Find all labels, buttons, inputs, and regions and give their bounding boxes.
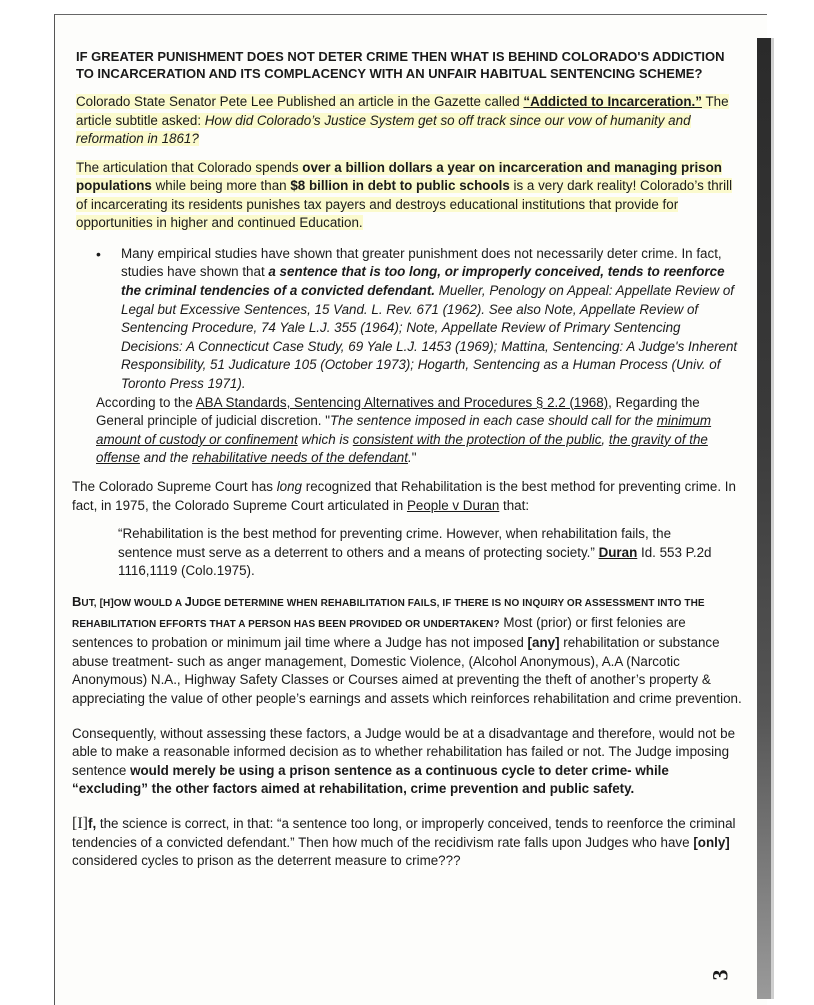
articulation-paragraph: The articulation that Colorado spends over a billion dollars a year on incarceration and managing prison populations while being more than $8 billion in debt to public schools is a very dark reality! Colorado’s thrill of incarcerating its residents punishes tax payers and destroys educational institutions that provide for opportunities in higher and continued Education. — [76, 159, 733, 231]
bullet-item — [96, 245, 744, 394]
scan-edge-shadow — [757, 38, 771, 999]
bullet-text: Many empirical studies have shown that greater punishment does not necessarily deter crime. In fact, studies have shown that a sentence that is too long, or improperly conceived, tends to reenforce the criminal tendencies of a convicted defendant. Mueller, Penology on Appeal: Appellate Review of Legal but Excessive Sentences, 15 Vand. L. Rev. 671 (1962). See also Note, Appellate Review of Sentencing Procedure, 74 Yale L.J. 355 (1964); Note, Appellate Review of Primary Sentencing Decisions: A Connecticut Case Study, 69 Yale L.J. 1453 (1969); Mattina, Sentencing: A Judge's Inherent Responsibility, 51 Judicature 105 (October 1973); Hogarth, Sentencing as a Human Process (Univ. of Toronto Press 1971). — [121, 245, 738, 392]
article-title: “Addicted to Incarceration.” — [523, 94, 702, 109]
aba-standards-paragraph: According to the ABA Standards, Sentencing Alternatives and Procedures § 2.2 (1968), Regarding the General principle of judicial discretion. "The sentence imposed in each case should call for the minimum amount of custody or confinement which is consistent with the protection of the public, the gravity of the offense and the rehabilitative needs of the defendant." — [96, 394, 712, 466]
closing-paragraph: [I]f, the science is correct, in that: “a sentence too long, or improperly conceived, tends to reenforce the criminal tendencies of a convicted defendant.” Then how much of the recidivism rate falls upon Judges who have [only] considered cycles to prison as the deterrent measure to crime??? — [72, 814, 736, 869]
article-subtitle: How did Colorado’s Justice System get so off track since our vow of humanity and reformation in 1861? — [76, 112, 691, 146]
consequently-paragraph: Consequently, without assessing these factors, a Judge would be at a disadvantage and therefore, would not be able to make a reasonable informed decision as to whether rehabilitation has failed or not. The Judge imposing sentence would merely be using a prison sentence as a continuous cycle to deter crime- while “excluding” the other factors aimed at rehabilitation, crime prevention and public safety. — [72, 725, 736, 797]
judge-question-paragraph: BUT, [H]OW WOULD A JUDGE DETERMINE WHEN REHABILITATION FAILS, IF THERE IS NO INQUIRY OR ASSESSMENT INTO THE REHABILITATION EFFORTS THAT A PERSON HAS BEEN PROVIDED OR UNDERTAKEN? Most (prior) or first felonies are sentences to probation or minimum jail time where a Judge has not imposed [any] rehabilitation or substance abuse treatment- such as anger management, Domestic Violence, (Alcohol Anonymous), A.A (Narcotic Anonymous) N.A., Highway Safety Classes or Courses aimed at preventing the theft of another’s property & appreciating the value of other people’s earnings and assets which reinforces rehabilitation and crime prevention. — [72, 593, 742, 706]
duran-quote: “Rehabilitation is the best method for preventing crime. However, when rehabilitation fails, the sentence must serve as a deterrent to others and a means of protecting society.” Duran Id. 553 P.2d 1116,1119 (Colo.1975). — [118, 526, 712, 579]
supreme-court-paragraph: The Colorado Supreme Court has long recognized that Rehabilitation is the best method for preventing crime. In fact, in 1975, the Colorado Supreme Court articulated in People v Duran that: — [72, 479, 736, 513]
document-body — [66, 48, 744, 871]
intro-paragraph: Colorado State Senator Pete Lee Published an article in the Gazette called “Addicted to Incarceration.” The article subtitle asked: How did Colorado’s Justice System get so off track since our vow of humanity and reformation in 1861? — [76, 94, 729, 146]
scan-edge-highlight — [771, 38, 774, 999]
page-number: 3 — [707, 969, 733, 981]
page-heading: IF GREATER PUNISHMENT DOES NOT DETER CRIME THEN WHAT IS BEHIND COLORADO'S ADDICTION TO INCARCERATION AND ITS COMPLACENCY WITH AN UNFAIR HABITUAL SENTENCING SCHEME? — [76, 49, 725, 81]
bullet-icon: • — [96, 245, 101, 262]
